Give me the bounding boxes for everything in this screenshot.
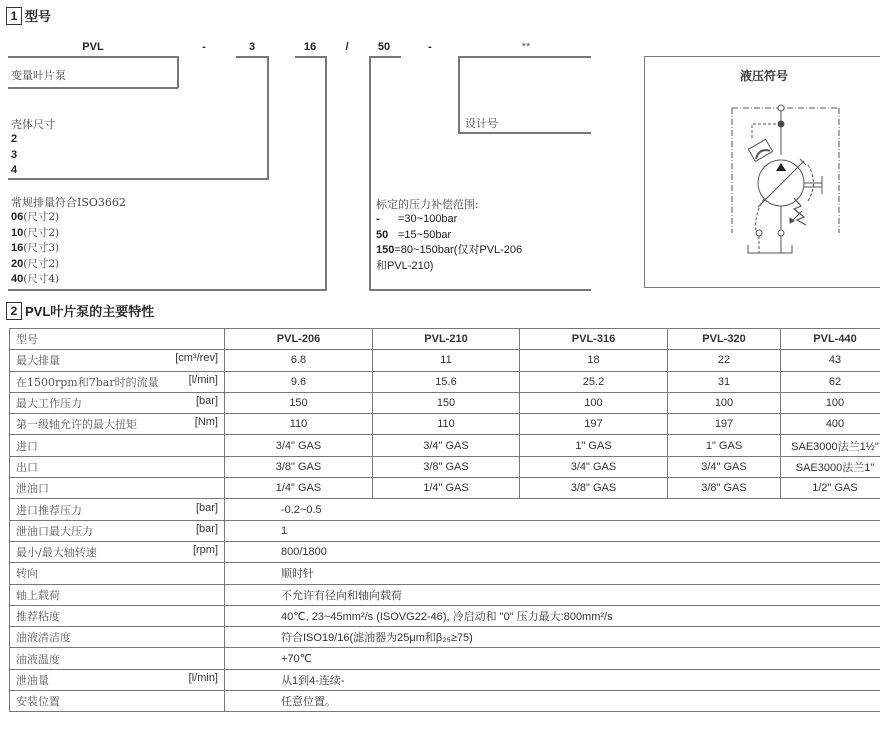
- common-value-cell: 符合ISO19/16(滤油器为25μm和β₂₅≥75): [225, 627, 880, 648]
- table-row: [10, 584, 880, 605]
- table-row: [10, 541, 880, 562]
- table-row: [10, 627, 880, 648]
- hydraulic-pump-symbol-icon: [644, 83, 880, 283]
- cell: 11: [373, 350, 520, 371]
- pressure-option: 150=80~150bar(仅对PVL-206: [376, 244, 523, 256]
- row-label: 安装位置: [10, 691, 225, 712]
- housing-size-label: 壳体尺寸: [11, 118, 55, 131]
- cell: 43: [781, 350, 880, 371]
- table-row: [10, 499, 880, 520]
- bracket-line: [8, 87, 178, 89]
- cell: SAE3000法兰1": [781, 456, 880, 477]
- table-row: [10, 371, 880, 392]
- bracket-line: [369, 56, 401, 58]
- bracket-line: [369, 56, 371, 290]
- cell: 3/4" GAS: [225, 435, 373, 456]
- cell: 3/8" GAS: [373, 456, 520, 477]
- bracket-line: [267, 56, 269, 179]
- cell: 1/4" GAS: [225, 478, 373, 499]
- header-cell: PVL-210: [373, 329, 520, 350]
- row-label: 最大工作压力 [bar]: [10, 392, 225, 413]
- displacement-option: 10(尺寸2): [11, 226, 60, 239]
- bracket-line: [325, 56, 327, 290]
- code-housing: 3: [248, 41, 256, 53]
- table-header-row: [10, 329, 880, 350]
- common-value-cell: -0.2~0.5: [225, 499, 880, 520]
- pressure-range-block: [376, 196, 522, 274]
- row-label: 最小/最大轴转速 [rpm]: [10, 541, 225, 562]
- cell: 22: [668, 350, 781, 371]
- code-slash: /: [345, 41, 349, 53]
- bracket-line: [8, 56, 178, 58]
- housing-size-option: 3: [11, 148, 18, 161]
- cell: 1" GAS: [668, 435, 781, 456]
- table-row: [10, 456, 880, 477]
- cell: 6.8: [225, 350, 373, 371]
- common-value-cell: +70℃: [225, 648, 880, 669]
- row-label: 出口: [10, 456, 225, 477]
- cell: 100: [668, 392, 781, 413]
- table-row: [10, 648, 880, 669]
- displacement-option: 16(尺寸3): [11, 242, 60, 254]
- code-dash-1: -: [202, 41, 206, 53]
- pressure-option: - =30~100bar: [376, 213, 458, 225]
- cell: 3/8" GAS: [225, 456, 373, 477]
- housing-size-option: 2: [11, 133, 18, 145]
- hydraulic-symbol-panel: [644, 56, 880, 288]
- row-label: 油液温度: [10, 648, 225, 669]
- table-row: [10, 691, 880, 712]
- common-value-cell: 从1到4-连续-: [225, 669, 880, 690]
- common-value-cell: 800/1800: [225, 541, 880, 562]
- cell: 1/2" GAS: [781, 478, 880, 499]
- row-label: 泄油口最大压力 [bar]: [10, 520, 225, 541]
- table-row: [10, 563, 880, 584]
- bracket-line: [369, 289, 591, 291]
- bracket-line: [236, 56, 267, 58]
- housing-size-option: 4: [11, 164, 18, 176]
- section-title: PVL叶片泵的主要特性: [25, 304, 155, 319]
- table-row: [10, 435, 880, 456]
- section-number: 1: [6, 7, 22, 25]
- cell: 100: [520, 392, 668, 413]
- design-number-label: 设计号: [465, 117, 498, 130]
- pressure-option: 50 =15~50bar: [376, 228, 452, 241]
- displacement-option: 20(尺寸2): [11, 257, 60, 270]
- cell: 150: [373, 392, 520, 413]
- bracket-line: [295, 56, 326, 58]
- code-pvl: PVL: [82, 41, 104, 53]
- cell: 100: [781, 392, 880, 413]
- housing-size-block: [11, 116, 55, 179]
- cell: 3/8" GAS: [520, 478, 668, 499]
- row-label: 最大排量 [cm³/rev]: [10, 350, 225, 371]
- cell: 400: [781, 414, 880, 435]
- code-dash-2: -: [428, 41, 432, 53]
- cell: 197: [668, 414, 781, 435]
- bracket-line: [458, 132, 591, 134]
- common-value-cell: 任意位置。: [225, 691, 880, 712]
- cell: 110: [373, 414, 520, 435]
- table-row: [10, 478, 880, 499]
- code-displacement: 16: [303, 41, 317, 53]
- common-value-cell: 40℃, 23~45mm²/s (ISOVG22-46), 冷启动和 "0" 压力最大:800mm²/s: [225, 605, 880, 626]
- table-row: [10, 520, 880, 541]
- row-label: 进口推荐压力 [bar]: [10, 499, 225, 520]
- row-label: 推荐粘度: [10, 605, 225, 626]
- row-label: 进口: [10, 435, 225, 456]
- displacement-block: [11, 194, 126, 288]
- section-title: 型号: [25, 9, 52, 24]
- row-label: 泄油量 [l/min]: [10, 669, 225, 690]
- cell: 15.6: [373, 371, 520, 392]
- common-value-cell: 1: [225, 520, 880, 541]
- row-label: 泄油口: [10, 478, 225, 499]
- row-label: 油液清洁度: [10, 627, 225, 648]
- pump-type-label: 变量叶片泵: [11, 69, 66, 82]
- cell: 1" GAS: [520, 435, 668, 456]
- header-cell: PVL-206: [225, 329, 373, 350]
- cell: 3/4" GAS: [520, 456, 668, 477]
- table-row: [10, 392, 880, 413]
- bracket-line: [458, 56, 591, 58]
- row-label: 在1500rpm和7bar时的流量 [l/min]: [10, 371, 225, 392]
- displacement-option: 06(尺寸2): [11, 211, 60, 223]
- section-1-heading: [6, 6, 51, 25]
- table-row: [10, 414, 880, 435]
- common-value-cell: 不允许有径向和轴向载荷: [225, 584, 880, 605]
- code-design: **: [521, 41, 531, 53]
- cell: 150: [225, 392, 373, 413]
- cell: 31: [668, 371, 781, 392]
- bracket-line: [458, 56, 460, 133]
- header-cell: 型号: [10, 329, 225, 350]
- cell: 110: [225, 414, 373, 435]
- cell: 18: [520, 350, 668, 371]
- hydraulic-symbol-title: 液压符号: [739, 69, 788, 83]
- row-label: 转向: [10, 563, 225, 584]
- pressure-range-label: 标定的压力补偿范围:: [376, 198, 479, 211]
- displacement-option: 40(尺寸4): [11, 273, 60, 285]
- bracket-line: [8, 289, 327, 291]
- table-row: [10, 350, 880, 371]
- cell: SAE3000法兰1½": [781, 435, 880, 456]
- cell: 3/4" GAS: [373, 435, 520, 456]
- row-label: 轴上载荷: [10, 584, 225, 605]
- bracket-line: [177, 56, 179, 88]
- header-cell: PVL-320: [668, 329, 781, 350]
- table-row: [10, 669, 880, 690]
- cell: 197: [520, 414, 668, 435]
- header-cell: PVL-316: [520, 329, 668, 350]
- displacement-label: 常规排量符合ISO3662: [11, 196, 126, 209]
- section-number: 2: [6, 302, 22, 320]
- cell: 1/4" GAS: [373, 478, 520, 499]
- cell: 9.6: [225, 371, 373, 392]
- table-row: [10, 605, 880, 626]
- cell: 62: [781, 371, 880, 392]
- header-cell: PVL-440: [781, 329, 880, 350]
- cell: 3/4" GAS: [668, 456, 781, 477]
- characteristics-table: [9, 328, 880, 712]
- cell: 3/8" GAS: [668, 478, 781, 499]
- cell: 25.2: [520, 371, 668, 392]
- section-2-heading: [6, 301, 154, 320]
- common-value-cell: 顺时针: [225, 563, 880, 584]
- pressure-option: 和PVL-210): [376, 259, 434, 272]
- row-label: 第一级轴允许的最大扭矩 [Nm]: [10, 414, 225, 435]
- code-pressure: 50: [377, 41, 391, 53]
